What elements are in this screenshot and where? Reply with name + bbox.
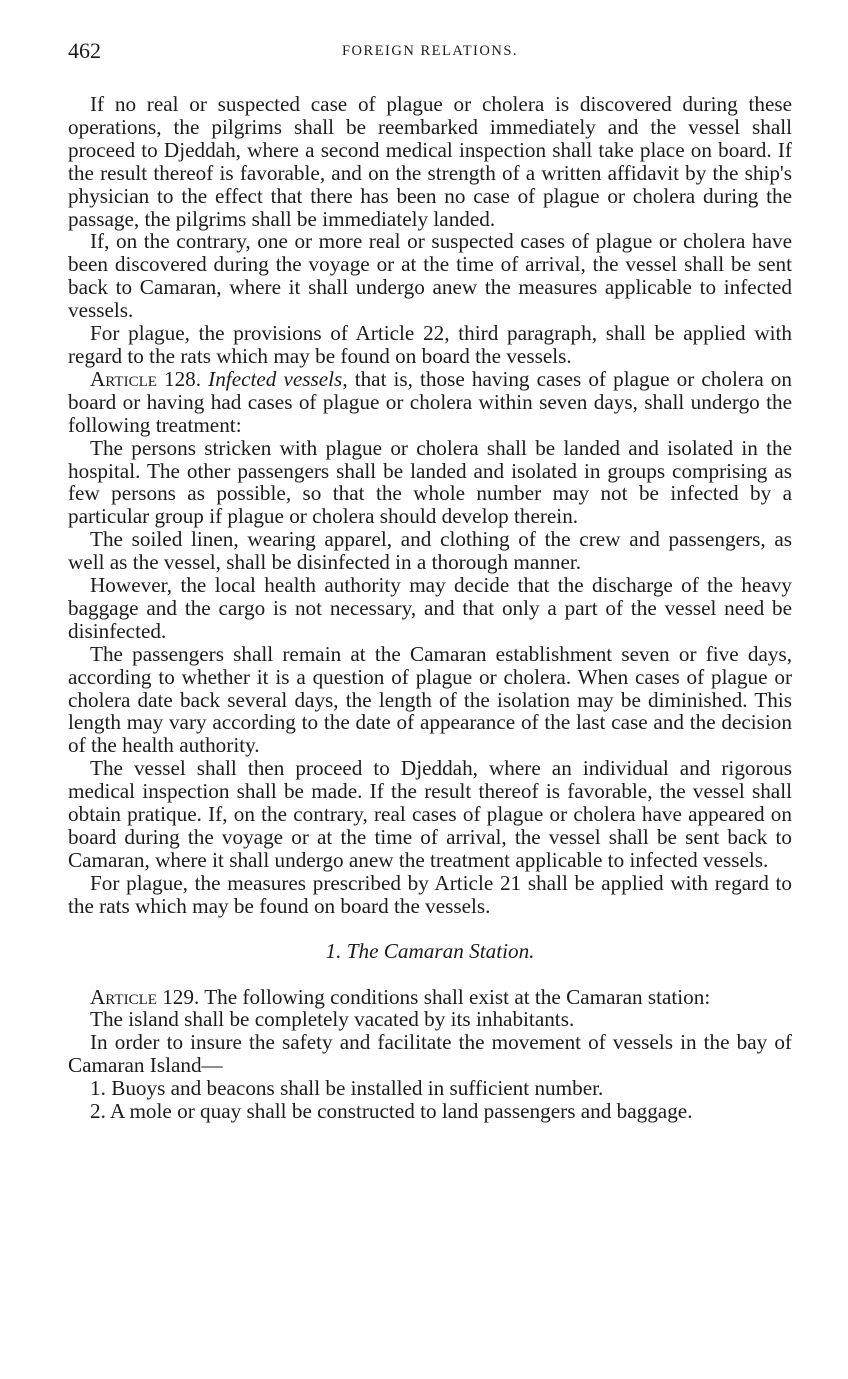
paragraph: The vessel shall then proceed to Djeddah, where an individual and rigorous medical inspection shall be made. If the result thereof is favorable, the vessel shall obtain pratique. If, on the contrary, real cases of plague or cholera have appeared on board during the voyage or at the time of arrival, the vessel shall be sent back to Camaran, where it shall undergo anew the treatment applicable to infected vessels. xyxy=(68,756,792,872)
article-text: , that is, those having cases of plague or cholera on board or having had cases of plague or cholera within seven days, shall undergo the following treatment: xyxy=(68,366,792,437)
paragraph: For plague, the provisions of Article 22, third paragraph, shall be applied with regard to the rats which may be found on board the vessels. xyxy=(68,321,792,368)
paragraph: For plague, the measures prescribed by Article 21 shall be applied with regard to the rats which may be found on board the vessels. xyxy=(68,870,792,918)
body-text xyxy=(68,93,792,1123)
paragraph: The island shall be completely vacated by its inhabitants. xyxy=(90,1007,575,1032)
article-label: Article 128. xyxy=(90,366,202,391)
paragraph: However, the local health authority may decide that the discharge of the heavy baggage and the cargo is not necessary, and that only a part of the vessel need be disinfected. xyxy=(68,573,792,643)
list-item: 2. A mole or quay shall be constructed to land passengers and baggage. xyxy=(90,1099,693,1124)
article-text: The following conditions shall exist at the Camaran station: xyxy=(199,984,711,1009)
article-129-paragraph xyxy=(68,986,792,1009)
paragraph: The persons stricken with plague or cholera shall be landed and isolated in the hospital. The other passengers shall be landed and isolated in groups comprising as few persons as possible, so that the whole number may not be infected by a particular group if plague or cholera should develop therein. xyxy=(68,435,792,529)
paragraph: The soiled linen, wearing apparel, and clothing of the crew and passengers, as well as the vessel, shall be disinfected in a thorough manner. xyxy=(68,527,792,575)
article-128-paragraph xyxy=(68,368,792,437)
running-head: FOREIGN RELATIONS. xyxy=(341,43,519,59)
article-term: Infected vessels xyxy=(208,366,343,391)
page-number: 462 xyxy=(68,38,101,63)
page-header xyxy=(68,38,792,72)
paragraph: In order to insure the safety and facilitate the movement of vessels in the bay of Camaran Island— xyxy=(68,1030,792,1078)
article-label: Article 129. xyxy=(90,984,200,1009)
paragraph: If no real or suspected case of plague or cholera is discovered during these operations, the pilgrims shall be reembarked immediately and the vessel shall proceed to Djeddah, where a second medical inspection shall take place on board. If the result thereof is favorable, and on the strength of a written affidavit by the ship's physician to the effect that there has been no case of plague or cholera during the passage, the pilgrims shall be immediately landed. xyxy=(68,92,792,231)
paragraph: The passengers shall remain at the Camaran establishment seven or five days, according to whether it is a question of plague or cholera. When cases of plague or cholera date back several days, the length of the isolation may be diminished. This length may vary according to the date of appearance of the last case and the decision of the health authority. xyxy=(68,641,792,758)
section-heading: 1. The Camaran Station. xyxy=(325,938,535,963)
paragraph: If, on the contrary, one or more real or suspected cases of plague or cholera have been discovered during the voyage or at the time of arrival, the vessel shall be sent back to Camaran, where it shall undergo anew the measures applicable to infected vessels. xyxy=(68,229,792,323)
list-item: 1. Buoys and beacons shall be installed in sufficient number. xyxy=(90,1076,604,1101)
